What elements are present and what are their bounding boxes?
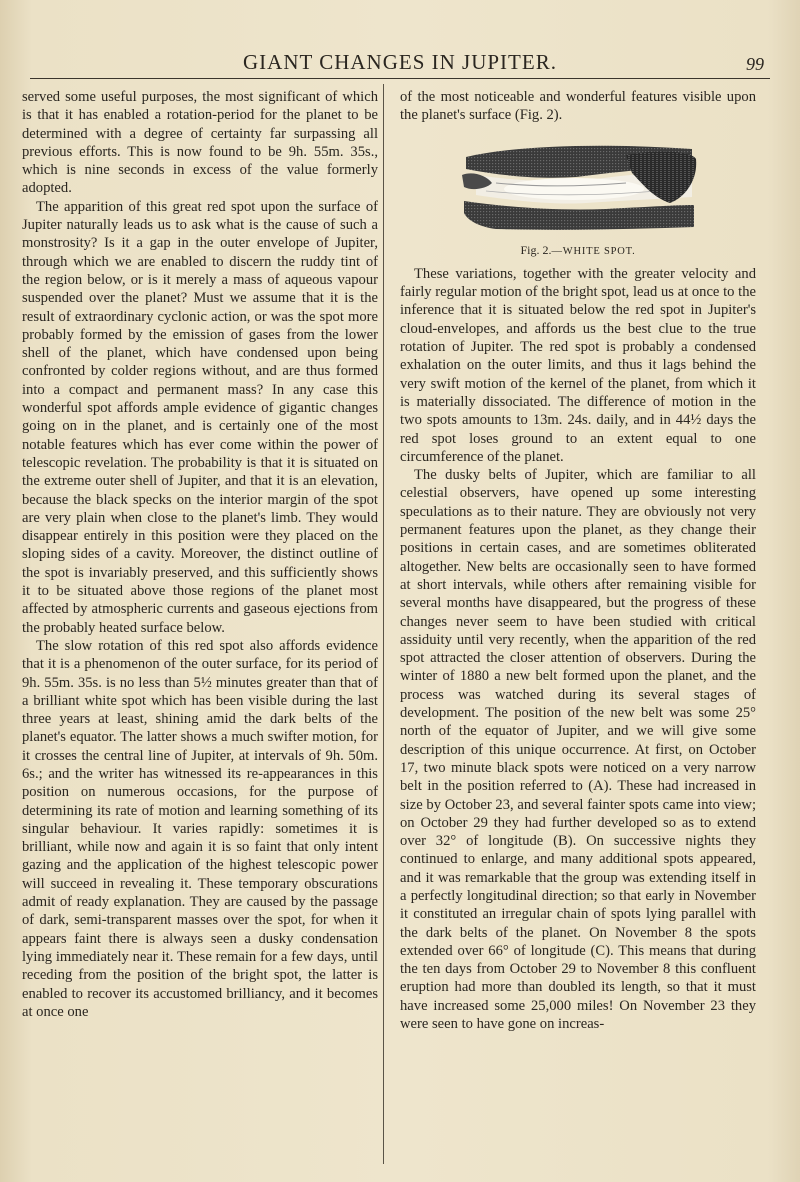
- page-number: 99: [746, 54, 764, 74]
- figure-caption-text: —WHITE SPOT.: [551, 245, 636, 257]
- paragraph: served some useful purposes, the most significant of which is that it has enabled a rotation-period for the planet to be determined with a degree of certainty far surpassing all previous efforts. This is now found to be 9h. 55m. 35s., which is nine seconds in excess of the value formerly adopted.: [22, 89, 378, 197]
- figure-white-spot: [400, 139, 756, 261]
- paragraph: The slow rotation of this red spot also affords evidence that it is a phenomenon of the outer surface, for its period of 9h. 55m. 35s. is no less than 5½ minutes greater than that of a brilliant white spot which has been visible during the last three years at least, shining amid the dark belts of the planet's equator. The latter shows a much swifter motion, for it crosses the central line of Jupiter, at intervals of 9h. 50m. 6s.; and the writer has witnessed its re-appearances in this position on numerous occasions, for the purpose of determining its rate of motion and learning something of its singular behaviour. It varies rapidly: sometimes it is brilliant, while now and again it is so faint that only intent gazing and the application of the highest telescopic power will succeed in revealing it. These temporary obscurations admit of ready explanation. They are caused by the passage of dark, semi-transparent masses over the spot, for when it appears faint there is always seen a dusky condensation lying immediately near it. These remain for a few days, until receding from the position of the bright spot, the latter is enabled to recover its accustomed brilliancy, and it becomes at once one: [22, 637, 378, 1020]
- right-column: [400, 88, 756, 1033]
- page-header: [30, 48, 770, 78]
- figure-caption: [400, 241, 756, 261]
- left-column: [22, 88, 378, 1021]
- white-spot-illustration: [456, 139, 700, 235]
- paragraph: The apparition of this great red spot upon the surface of Jupiter naturally leads us to ask what is the cause of such a monstrosity? Is it a gap in the outer envelope of Jupiter, through which we are enabled to discern the ruddy tint of the region below, or is it merely a mass of aqueous vapour suspended over the planet? Must we assume that it is the result of extraordinary cyclonic action, or was the spot more probably formed by the emission of gases from the lower shell of the planet, which have condensed upon being confronted by colder regions without, and are thus formed into a compact and permanent mass? In any case this wonderful spot affords ample evidence of gigantic changes going on in the planet, and is certainly one of the most notable features which has ever come within the power of telescopic revelation. The probability is that it is situated on the extreme outer shell of Jupiter, and that it is an elevation, because the black specks on the interior margin of the spot are very plain when close to the planet's limb. They would disappear entirely in this position were they placed on the sloping sides of a cavity. Moreover, the distinct outline of the spot is invariably preserved, and this sufficiently shows it to be situated above those regions of the planet most affected by atmospheric currents and gaseous ejections from the probably heated surface below.: [22, 198, 378, 636]
- paragraph: These variations, together with the greater velocity and fairly regular motion of the bright spot, lead us at once to the inference that it is situated below the red spot in Jupiter's cloud-envelopes, and affords us the best clue to the true rotation of Jupiter. The red spot is probably a condensed exhalation on the outer limits, and thus it lags behind the very swift motion of the kernel of the planet, from which it is materially dissociated. The difference of motion in the two spots amounts to 13m. 24s. daily, and in 44½ days the red spot loses ground to an extent equal to one circumference of the planet.: [400, 265, 756, 465]
- running-title: GIANT CHANGES IN JUPITER.: [243, 50, 557, 74]
- paragraph: The dusky belts of Jupiter, which are familiar to all celestial observers, have opened up some interesting speculations as to their nature. They are obviously not very permanent features upon the planet, as they change their positions in certain cases, and are sometimes obliterated altogether. New belts are occasionally seen to have formed at short intervals, while others after remaining visible for several months have disappeared, but the progress of these changes never seem to have been studied with critical assiduity until very recently, when the apparition of the red spot attracted the closer attention of observers. During the winter of 1880 a new belt formed upon the planet, and the process was watched during its several stages of development. The position of the new belt was some 25° north of the equator of Jupiter, and we will give some description of this unique occurrence. At first, on October 17, two minute black spots were noticed on a very narrow belt in the position referred to (A). These had increased in size by October 23, and several fainter spots came into view; on October 29 they had further developed so as to extend over 32° of longitude (B). On successive nights they continued to enlarge, and many additional spots appeared, and it was remarkable that the group was extending itself in a perfectly longitudinal direction; so that early in November it constituted an irregular chain of spots lying parallel with the dark belts of the planet. On November 8 the spots extended over 66° of longitude (C). This means that during the ten days from October 29 to November 8 this confluent eruption had more than doubled its length, so that it must have increased some 25,000 miles! On November 23 they were seen to have gone on increas-: [400, 467, 756, 1033]
- header-rule: [30, 78, 770, 79]
- paragraph: of the most noticeable and wonderful features visible upon the planet's surface (Fig. 2).: [400, 89, 756, 124]
- figure-label: Fig. 2.: [520, 242, 552, 257]
- column-divider: [383, 84, 384, 1164]
